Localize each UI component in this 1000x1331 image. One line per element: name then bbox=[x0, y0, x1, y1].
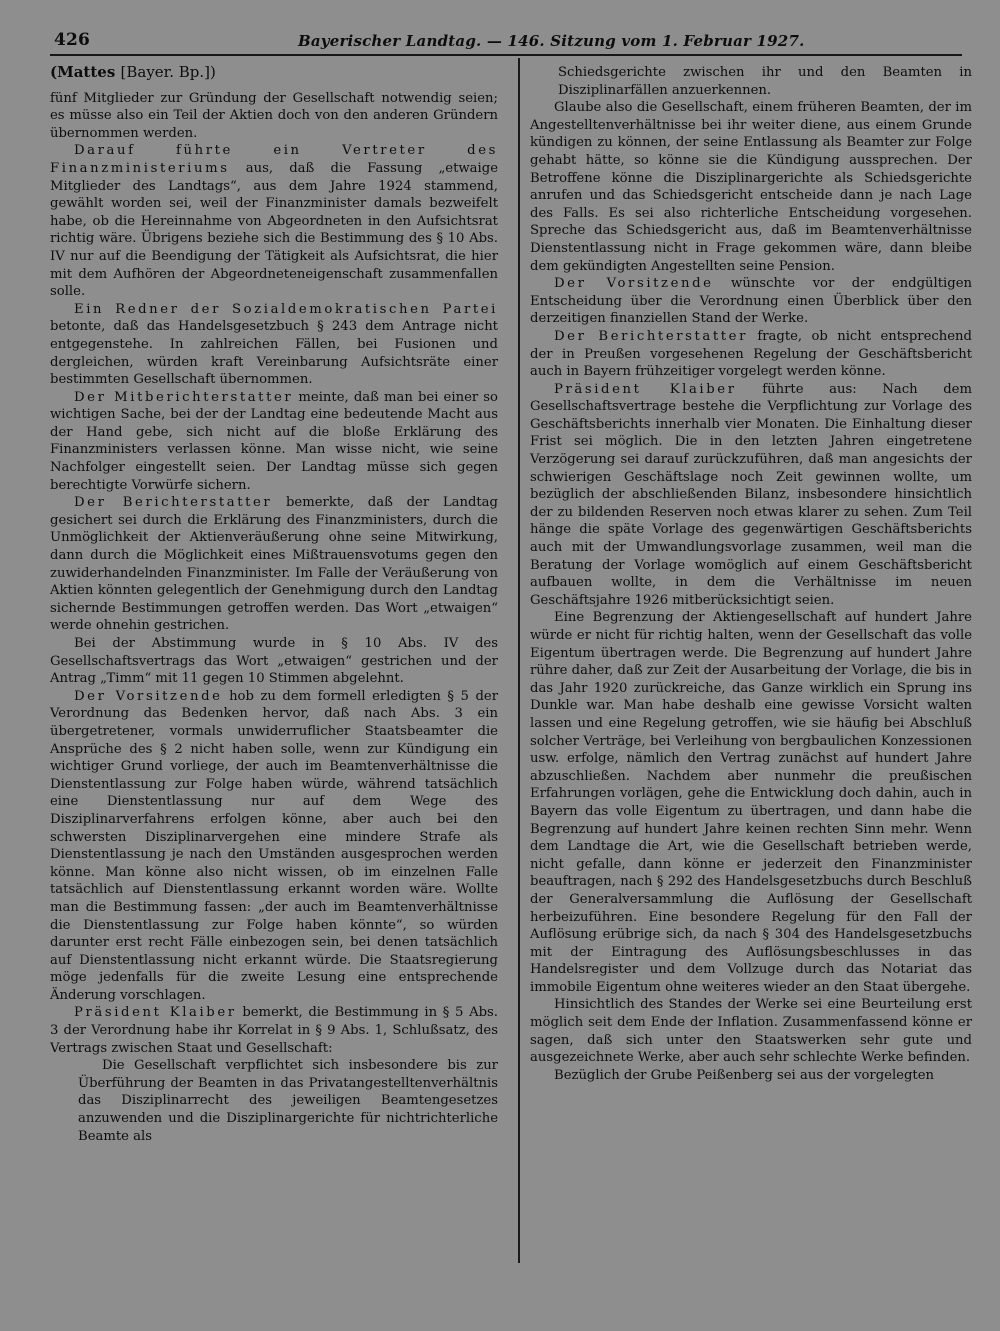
paragraph-text: Hinsichtlich des Standes der Werke sei eine Beurteilung erst möglich seit dem Ende der Inflation. Zusammenfassend könne er sagen, daß sich unter den Staatswerken sehr gute und ausgezeichnete Werke, aber auch sehr schlechte Werke befinden. bbox=[530, 997, 972, 1066]
paragraph-lead: Ein Redner der Sozialdemokratischen Partei bbox=[74, 301, 498, 317]
paragraph bbox=[530, 381, 972, 610]
paragraph bbox=[50, 1004, 498, 1057]
paragraph-text: Eine Begrenzung der Aktiengesellschaft auf hundert Jahre würde er nicht für richtig halten, wenn der Gesellschaft das volle Eigentum übertragen werde. Die Begrenzung auf hundert Jahre rühre daher, daß zur Zeit der Ausarbeitung der Vorlage, die bis in das Jahr 1920 zurückreiche, das Ganze wirklich ein Sprung ins Dunkle war. Man habe deshalb eine gewisse Vorsicht walten lassen und eine Regelung getroffen, wie sie häufig bei Abschluß solcher Verträge, bei Verleihung von bergbaulichen Konzessionen usw. erfolge, nämlich den Vertrag zunächst auf hundert Jahre abzuschließen. Nachdem aber nunmehr die preußischen Erfahrungen vorlägen, gehe die Entwicklung doch dahin, auch in Bayern das volle Eigentum zu übertragen, und dann habe die Begrenzung auf hundert Jahre keinen rechten Sinn mehr. Wenn dem Landtage die Art, wie die Gesellschaft betrieben werde, nicht gefalle, dann könne er jederzeit den Finanzminister beauftragen, nach § 292 des Handelsgesetzbuchs durch Beschluß der Generalversammlung die Auflösung der Gesellschaft herbeizuführen. Eine besondere Regelung für den Fall der Auflösung erübrige sich, da nach § 304 des Handelsgesetzbuchs mit der Eintragung des Auflösungsbeschlusses in das Handelsregister und dem Vollzuge durch das Notariat das immobile Eigentum ohne weiteres wieder an den Staat übergehe. bbox=[530, 610, 972, 995]
paragraph-lead: Der Berichterstatter bbox=[554, 328, 748, 344]
paragraph bbox=[50, 301, 498, 389]
speaker-party: [Bayer. Bp.]) bbox=[120, 63, 216, 81]
paragraph-lead: Der Vorsitzende bbox=[554, 276, 714, 292]
paragraph bbox=[50, 389, 498, 495]
quoted-contract-clause: Die Gesellschaft verpflichtet sich insbesondere bis zur Überführung der Beamten in das Privatangestelltenverhältnis das Disziplinarrecht des jeweiligen Beamtengesetzes anzuwenden und die Disziplinargerichte für nichtrichterliche Beamte als bbox=[78, 1058, 498, 1144]
paragraph-text: bemerkte, daß der Landtag gesichert sei durch die Erklärung des Finanzministers, durch die Unmöglichkeit der Aktienveräußerung ohne seine Mitwirkung, dann durch die Möglichkeit eines Mißtrauensvotums gegen den zuwiderhandelnden Finanzminister. Im Falle der Veräußerung von Aktien könnten gelegentlich der Genehmigung durch den Landtag sichernde Bestimmungen getroffen werden. Das Wort „etwaigen“ werde ohnehin gestrichen. bbox=[50, 495, 498, 634]
paragraph bbox=[530, 328, 972, 381]
paragraph-text: hob zu dem formell erledigten § 5 der Verordnung das Bedenken hervor, daß nach Abs. 3 ein übergetretener, vormals unwiderruflicher Staatsbeamter die Ansprüche des § 2 nicht haben solle, wenn zur Kündigung ein wichtiger Grund vorliege, der auch im Beamtenverhältnisse die Dienstentlassung zur Folge haben würde, während tatsächlich eine Dienstentlassung nur auf dem Wege des Disziplinarverfahrens erfolgen könne, aber auch bei den schwersten Disziplinarvergehen eine mindere Strafe als Dienstentlassung je nach den Umständen ausgesprochen werden könne. Man könne also nicht wissen, ob im einzelnen Falle tatsächlich auf Dienstentlassung erkannt worden wäre. Wollte man die Bestimmung fassen: „der auch im Beamtenverhältnisse die Dienstentlassung zur Folge haben könnte“, so würden darunter erst recht Fälle einbezogen sein, bei denen tatsächlich auf Dienstentlassung nicht erkannt würde. Die Staatsregierung möge jedenfalls für die zweite Lesung eine entsprechende Änderung vorschlagen. bbox=[50, 688, 498, 1003]
header-rule bbox=[50, 54, 962, 56]
paragraph-text: wünschte vor der endgültigen Entscheidung über die Verordnung einen Überblick über den derzeitigen finanziellen Stand der Werke. bbox=[530, 276, 972, 327]
paragraph-text: führte aus: Nach dem Gesellschaftsvertrage bestehe die Verpflichtung zur Vorlage des Geschäftsberichts innerhalb vier Monaten. Die Einhaltung dieser Frist sei möglich. Die in den letzten Jahren eingetretene Verzögerung sei darauf zurückzuführen, daß man angesichts der schwierigen Geschäftslage noch Zeit gewinnen wollte, um bezüglich der abschließenden Bilanz, insbesondere hinsichtlich der zu bildenden Reserven noch etwas klarer zu sehen. Zum Teil hänge die späte Vorlage des gegenwärtigen Geschäftsberichts auch mit der Umwandlungsvorlage zusammen, weil man die Beratung der Vorlage womöglich auf einem Geschäftsbericht aufbauen wollte, in dem die Verhältnisse im neuen Geschäftsjahre 1926 mitberücksichtigt seien. bbox=[530, 381, 972, 608]
paragraph-lead: Der Mitberichterstatter bbox=[74, 389, 294, 405]
paragraph bbox=[530, 99, 972, 275]
paragraph-lead: Darauf führte ein Vertreter des Finanzministeriums bbox=[50, 143, 498, 176]
paragraph-text: bemerkt, die Bestimmung in § 5 Abs. 3 der Verordnung habe ihr Korrelat in § 9 Abs. 1, Schlußsatz, des Vertrags zwischen Staat und Gesellschaft: bbox=[50, 1005, 498, 1056]
paragraph bbox=[530, 996, 972, 1066]
paragraph bbox=[530, 609, 972, 996]
paragraph-lead: Präsident Klaiber bbox=[554, 381, 737, 397]
quoted-contract-clause-continued: Schiedsgerichte zwischen ihr und den Beamten in Disziplinarfällen anzuerkennen. bbox=[558, 65, 972, 98]
paragraph-lead: Präsident Klaiber bbox=[74, 1005, 237, 1021]
paragraph-lead: Der Berichterstatter bbox=[74, 495, 273, 511]
paragraph-text: betonte, daß das Handelsgesetzbuch § 243 dem Antrage nicht entgegenstehe. In zahlreichen Fällen, bei Fusionen und dergleichen, würden kraft Vereinbarung Aufsichtsräte einer bestimmten Gesellschaft übernommen. bbox=[50, 319, 498, 388]
paragraph bbox=[50, 142, 498, 300]
paragraph-text: fragte, ob nicht entsprechend der in Preußen vorgesehenen Regelung der Geschäftsbericht auch in Bayern frühzeitiger vorgelegt werden könne. bbox=[530, 328, 972, 380]
paragraph-last-line: Bezüglich der Grube Peißenberg sei aus der vorgelegten bbox=[554, 1067, 935, 1083]
page-number: 426 bbox=[54, 30, 91, 50]
running-title: Bayerischer Landtag. — 146. Sitzung vom 1. Februar 1927. bbox=[298, 32, 805, 50]
paragraph bbox=[50, 494, 498, 635]
paragraph-text: meinte, daß man bei einer so wichtigen Sache, bei der der Landtag eine bedeutende Macht aus der Hand gebe, sich nicht auf die bloße Erklärung des Finanzministers verlassen könne. Man wisse nicht, wie seine Nachfolger eingestellt seien. Der Landtag müsse sich gegen berechtigte Vorwürfe sichern. bbox=[50, 389, 498, 493]
column-divider bbox=[518, 58, 520, 1263]
paragraph bbox=[50, 635, 498, 688]
speaker-name: (Mattes bbox=[50, 63, 116, 81]
right-column bbox=[530, 64, 972, 1084]
paragraph bbox=[50, 688, 498, 1005]
paragraph bbox=[50, 90, 498, 143]
paragraph-text: Bei der Abstimmung wurde in § 10 Abs. IV des Gesellschaftsvertrags das Wort „etwaigen“ gestrichen und der Antrag „Timm“ mit 11 gegen 10 Stimmen abgelehnt. bbox=[50, 636, 498, 687]
paragraph-text: fünf Mitglieder zur Gründung der Gesellschaft notwendig seien; es müsse also ein Teil der Aktien doch von den anderen Gründern übernommen werden. bbox=[50, 90, 498, 141]
paragraph-text: Glaube also die Gesellschaft, einem früheren Beamten, der im Angestelltenverhältnisse bei ihr weiter diene, aus einem Grunde kündigen zu können, der seine Entlassung als Beamter zur Folge gehabt hätte, so könne sie die Kündigung aussprechen. Der Betroffene könne die Disziplinargerichte als Schiedsgerichte anrufen und das Schiedsgericht entscheide dann je nach Lage des Falls. Es sei also richterliche Entscheidung vorgesehen. Spreche das Schiedsgericht aus, daß im Beamtenverhältnisse Dienstentlassung nicht in Frage gekommen wäre, dann bleibe dem gekündigten Angestellten seine Pension. bbox=[530, 100, 972, 274]
paragraph bbox=[530, 275, 972, 328]
left-column bbox=[50, 64, 498, 1145]
page-header bbox=[50, 28, 962, 50]
paragraph-text: aus, daß die Fassung „etwaige Mitglieder des Landtags“, aus dem Jahre 1924 stammend, gewählt worden sei, weil der Finanzminister damals bezweifelt habe, ob die Hereinnahme von Abgeordneten in den Aufsichtsrat richtig wäre. Übrigens beziehe sich die Bestimmung des § 10 Abs. IV nur auf die Beendigung der Tätigkeit als Aufsichtsrat, die hier mit dem Aufhören der Abgeordneteneigenschaft zusammenfallen solle. bbox=[50, 160, 498, 300]
paragraph-lead: Der Vorsitzende bbox=[74, 688, 223, 704]
speaker-heading bbox=[50, 64, 498, 82]
